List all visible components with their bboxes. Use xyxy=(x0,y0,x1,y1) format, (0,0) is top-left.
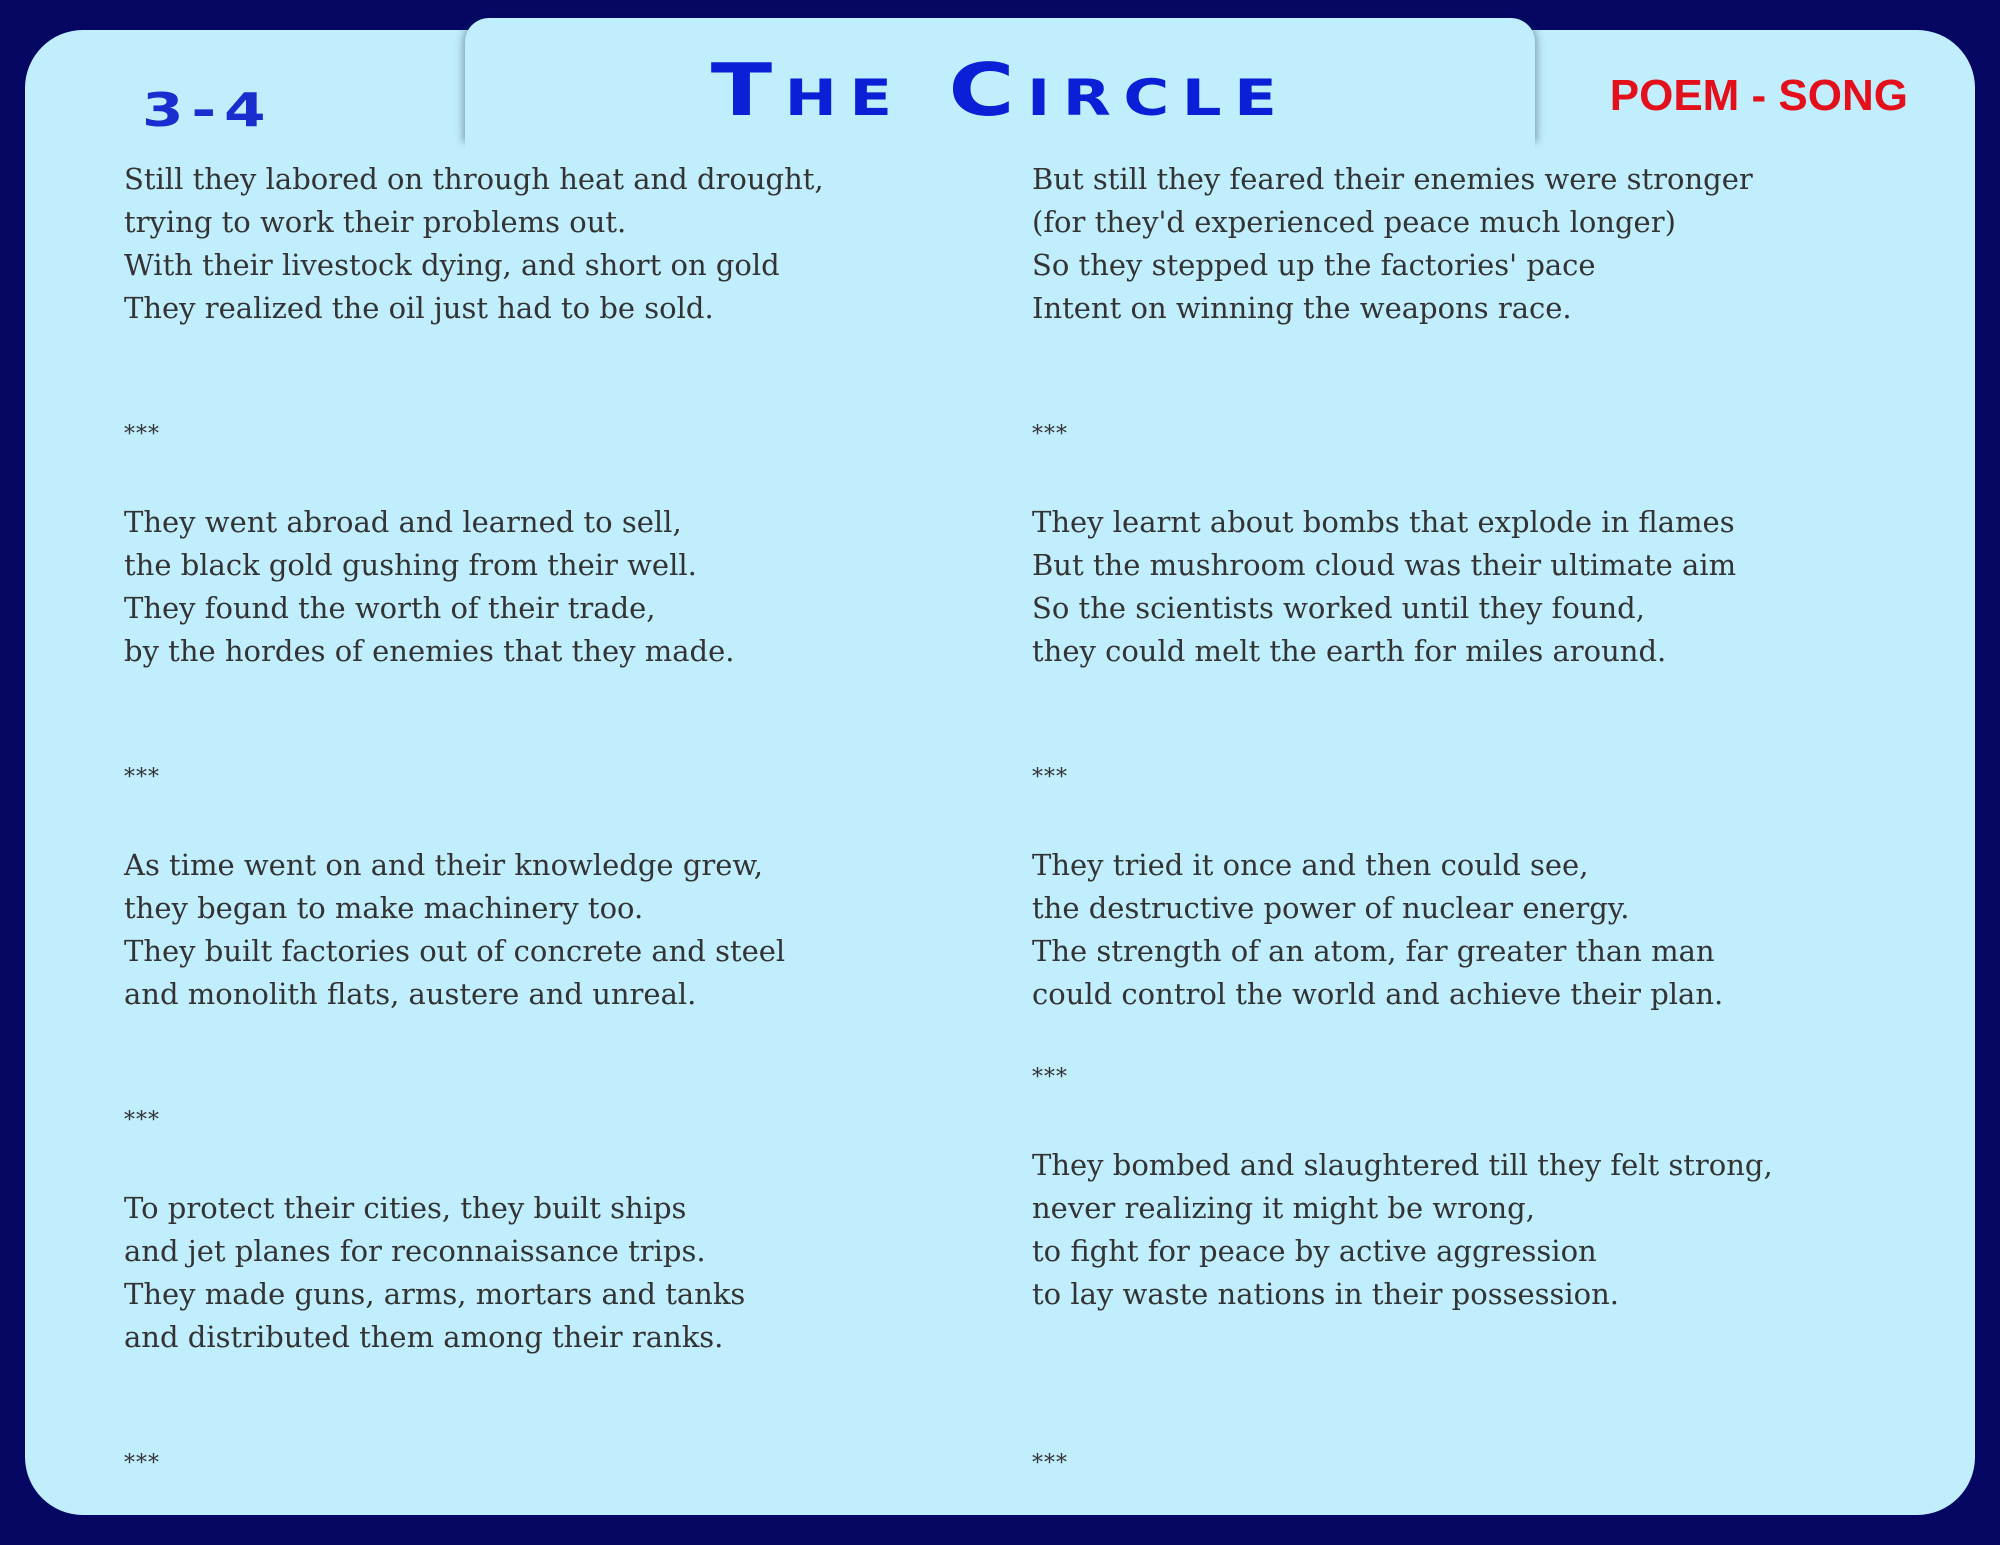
poem-line: But still they feared their enemies were stronger xyxy=(1032,162,1753,196)
stanza-separator: *** xyxy=(124,765,160,790)
poem-line: never realizing it might be wrong, xyxy=(1032,1191,1535,1225)
stanza-separator: *** xyxy=(124,422,160,447)
poem-line: Intent on winning the weapons race. xyxy=(1032,291,1572,325)
stanza-separator: *** xyxy=(1032,422,1068,447)
page-number: 3-4 xyxy=(142,83,274,137)
stanza-separator: *** xyxy=(1032,1065,1068,1090)
poem-line: They learnt about bombs that explode in flames xyxy=(1032,505,1735,539)
stanza xyxy=(1032,844,1723,1016)
poem-line: So they stepped up the factories' pace xyxy=(1032,248,1596,282)
stanza-separator: *** xyxy=(124,1108,160,1133)
poem-line: by the hordes of enemies that they made. xyxy=(124,634,735,668)
stanza-separator: *** xyxy=(1032,765,1068,790)
stanza-separator: *** xyxy=(1032,1451,1068,1476)
poem-line: and distributed them among their ranks. xyxy=(124,1320,724,1354)
poem-line: and jet planes for reconnaissance trips. xyxy=(124,1234,706,1268)
poem-line: They built factories out of concrete and steel xyxy=(124,934,786,968)
poem-line: the destructive power of nuclear energy. xyxy=(1032,891,1630,925)
stanza xyxy=(1032,501,1736,673)
category-label: POEM - SONG xyxy=(1609,71,1908,120)
poem-line: They bombed and slaughtered till they felt strong, xyxy=(1032,1148,1773,1182)
poem-line: So the scientists worked until they found, xyxy=(1032,591,1645,625)
poem-line: To protect their cities, they built ships xyxy=(124,1191,687,1225)
poem-line: they began to make machinery too. xyxy=(124,891,644,925)
stanza xyxy=(124,501,734,673)
poem-line: With their livestock dying, and short on gold xyxy=(124,248,780,282)
poem-line: to lay waste nations in their possession. xyxy=(1032,1277,1620,1311)
poem-line: The strength of an atom, far greater than man xyxy=(1032,934,1715,968)
stanza xyxy=(124,158,824,330)
poem-line: They realized the oil just had to be sold. xyxy=(124,291,714,325)
poem-line: and monolith flats, austere and unreal. xyxy=(124,977,697,1011)
poem-line: They found the worth of their trade, xyxy=(124,591,656,625)
poem-line: But the mushroom cloud was their ultimate aim xyxy=(1032,548,1737,582)
poem-line: they could melt the earth for miles around. xyxy=(1032,634,1667,668)
poem-line: to fight for peace by active aggression xyxy=(1032,1234,1597,1268)
stanza xyxy=(1032,158,1753,330)
poem-line: They went abroad and learned to sell, xyxy=(124,505,682,539)
poem-line: They made guns, arms, mortars and tanks xyxy=(124,1277,746,1311)
poem-line: the black gold gushing from their well. xyxy=(124,548,697,582)
poem-line: trying to work their problems out. xyxy=(124,205,627,239)
poem-line: (for they'd experienced peace much longer) xyxy=(1032,205,1676,239)
stanza xyxy=(1032,1144,1773,1316)
poem-line: Still they labored on through heat and drought, xyxy=(124,162,824,196)
stanza xyxy=(124,844,785,1016)
stanza-separator: *** xyxy=(124,1451,160,1476)
poem-line: could control the world and achieve their plan. xyxy=(1032,977,1724,1011)
poem-line: They tried it once and then could see, xyxy=(1032,848,1589,882)
poem-line: As time went on and their knowledge grew, xyxy=(124,848,764,882)
stanza xyxy=(124,1187,745,1359)
page-title: The Circle xyxy=(710,48,1290,132)
